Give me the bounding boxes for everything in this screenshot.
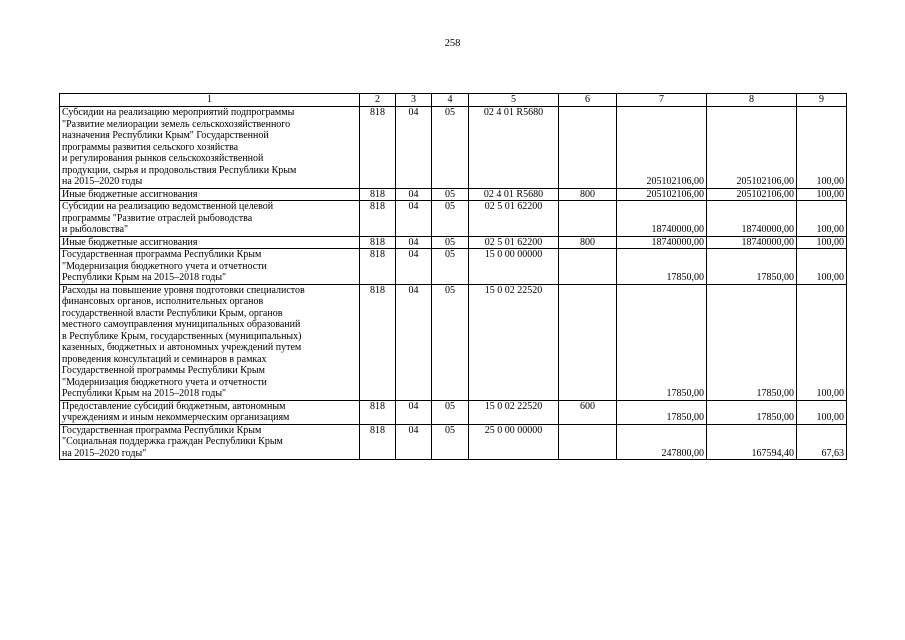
subsection-code-cell: 05 (432, 188, 469, 201)
section-code-cell: 04 (396, 249, 432, 285)
executed-amount-cell: 205102106,00 (707, 188, 797, 201)
ministry-code-cell: 818 (360, 249, 396, 285)
executed-amount-cell: 18740000,00 (707, 201, 797, 237)
subsection-code-cell: 05 (432, 249, 469, 285)
percent-cell: 67,63 (797, 424, 847, 460)
planned-amount-cell: 205102106,00 (617, 107, 707, 189)
expense-name-cell: Субсидии на реализацию мероприятий подпрограммы "Развитие мелиорации земель сельскохозяйственного назначения Республики Крым" Государственной программы развития сельского хозяйства и регулирования рынков сельскохозяйственной продукции, сырья и продовольствия Республики Крым на 2015–2020 годы (60, 107, 360, 189)
expense-type-cell (559, 249, 617, 285)
subsection-code-cell: 05 (432, 400, 469, 424)
header-cell: 9 (797, 94, 847, 107)
target-article-cell: 15 0 02 22520 (469, 284, 559, 400)
header-cell: 4 (432, 94, 469, 107)
table-row (60, 400, 847, 424)
subsection-code-cell: 05 (432, 201, 469, 237)
expense-type-cell (559, 107, 617, 189)
expense-name-cell: Иные бюджетные ассигнования (60, 188, 360, 201)
ministry-code-cell: 818 (360, 236, 396, 249)
target-article-cell: 15 0 00 00000 (469, 249, 559, 285)
header-cell: 5 (469, 94, 559, 107)
expense-type-cell: 600 (559, 400, 617, 424)
planned-amount-cell: 17850,00 (617, 400, 707, 424)
expense-type-cell: 800 (559, 236, 617, 249)
planned-amount-cell: 17850,00 (617, 284, 707, 400)
expense-name-cell: Расходы на повышение уровня подготовки специалистов финансовых органов, исполнительных органов государственной власти Республики Крым, органов местного самоуправления муниципальных образований в Республике Крым, государственных (муниципальных) казенных, бюджетных и автономных учреждений путем проведения консультаций и семинаров в рамках Государственной программы Республики Крым "Модернизация бюджетного учета и отчетности Республики Крым на 2015–2018 годы" (60, 284, 360, 400)
percent-cell: 100,00 (797, 107, 847, 189)
target-article-cell: 02 5 01 62200 (469, 201, 559, 237)
executed-amount-cell: 167594,40 (707, 424, 797, 460)
table-row (60, 284, 847, 400)
target-article-cell: 02 5 01 62200 (469, 236, 559, 249)
header-cell: 6 (559, 94, 617, 107)
subsection-code-cell: 05 (432, 236, 469, 249)
header-cell: 7 (617, 94, 707, 107)
ministry-code-cell: 818 (360, 201, 396, 237)
page-number: 258 (444, 38, 461, 49)
header-cell: 8 (707, 94, 797, 107)
planned-amount-cell: 205102106,00 (617, 188, 707, 201)
table-row (60, 107, 847, 189)
planned-amount-cell: 17850,00 (617, 249, 707, 285)
expense-name-cell: Предоставление субсидий бюджетным, автономным учреждениям и иным некоммерческим организациям (60, 400, 360, 424)
executed-amount-cell: 205102106,00 (707, 107, 797, 189)
table-row (60, 188, 847, 201)
table-row (60, 424, 847, 460)
subsection-code-cell: 05 (432, 284, 469, 400)
expense-type-cell (559, 284, 617, 400)
percent-cell: 100,00 (797, 400, 847, 424)
section-code-cell: 04 (396, 400, 432, 424)
percent-cell: 100,00 (797, 249, 847, 285)
planned-amount-cell: 18740000,00 (617, 236, 707, 249)
executed-amount-cell: 18740000,00 (707, 236, 797, 249)
executed-amount-cell: 17850,00 (707, 284, 797, 400)
target-article-cell: 02 4 01 R5680 (469, 188, 559, 201)
planned-amount-cell: 18740000,00 (617, 201, 707, 237)
target-article-cell: 25 0 00 00000 (469, 424, 559, 460)
section-code-cell: 04 (396, 188, 432, 201)
executed-amount-cell: 17850,00 (707, 249, 797, 285)
target-article-cell: 02 4 01 R5680 (469, 107, 559, 189)
expense-name-cell: Иные бюджетные ассигнования (60, 236, 360, 249)
header-cell: 2 (360, 94, 396, 107)
expense-name-cell: Государственная программа Республики Крым "Социальная поддержка граждан Республики Крым на 2015–2020 годы" (60, 424, 360, 460)
subsection-code-cell: 05 (432, 107, 469, 189)
table-row (60, 201, 847, 237)
subsection-code-cell: 05 (432, 424, 469, 460)
executed-amount-cell: 17850,00 (707, 400, 797, 424)
percent-cell: 100,00 (797, 284, 847, 400)
ministry-code-cell: 818 (360, 107, 396, 189)
percent-cell: 100,00 (797, 201, 847, 237)
target-article-cell: 15 0 02 22520 (469, 400, 559, 424)
section-code-cell: 04 (396, 201, 432, 237)
planned-amount-cell: 247800,00 (617, 424, 707, 460)
table-row (60, 249, 847, 285)
ministry-code-cell: 818 (360, 284, 396, 400)
header-cell: 3 (396, 94, 432, 107)
expense-type-cell: 800 (559, 188, 617, 201)
section-code-cell: 04 (396, 107, 432, 189)
expense-name-cell: Субсидии на реализацию ведомственной целевой программы "Развитие отраслей рыбоводства и рыболовства" (60, 201, 360, 237)
expense-type-cell (559, 424, 617, 460)
header-row (60, 94, 847, 107)
ministry-code-cell: 818 (360, 424, 396, 460)
ministry-code-cell: 818 (360, 188, 396, 201)
table-row (60, 236, 847, 249)
ministry-code-cell: 818 (360, 400, 396, 424)
expense-type-cell (559, 201, 617, 237)
section-code-cell: 04 (396, 424, 432, 460)
header-cell: 1 (60, 94, 360, 107)
section-code-cell: 04 (396, 236, 432, 249)
budget-table (59, 93, 847, 460)
expense-name-cell: Государственная программа Республики Крым "Модернизация бюджетного учета и отчетности Республики Крым на 2015–2018 годы" (60, 249, 360, 285)
percent-cell: 100,00 (797, 188, 847, 201)
percent-cell: 100,00 (797, 236, 847, 249)
section-code-cell: 04 (396, 284, 432, 400)
